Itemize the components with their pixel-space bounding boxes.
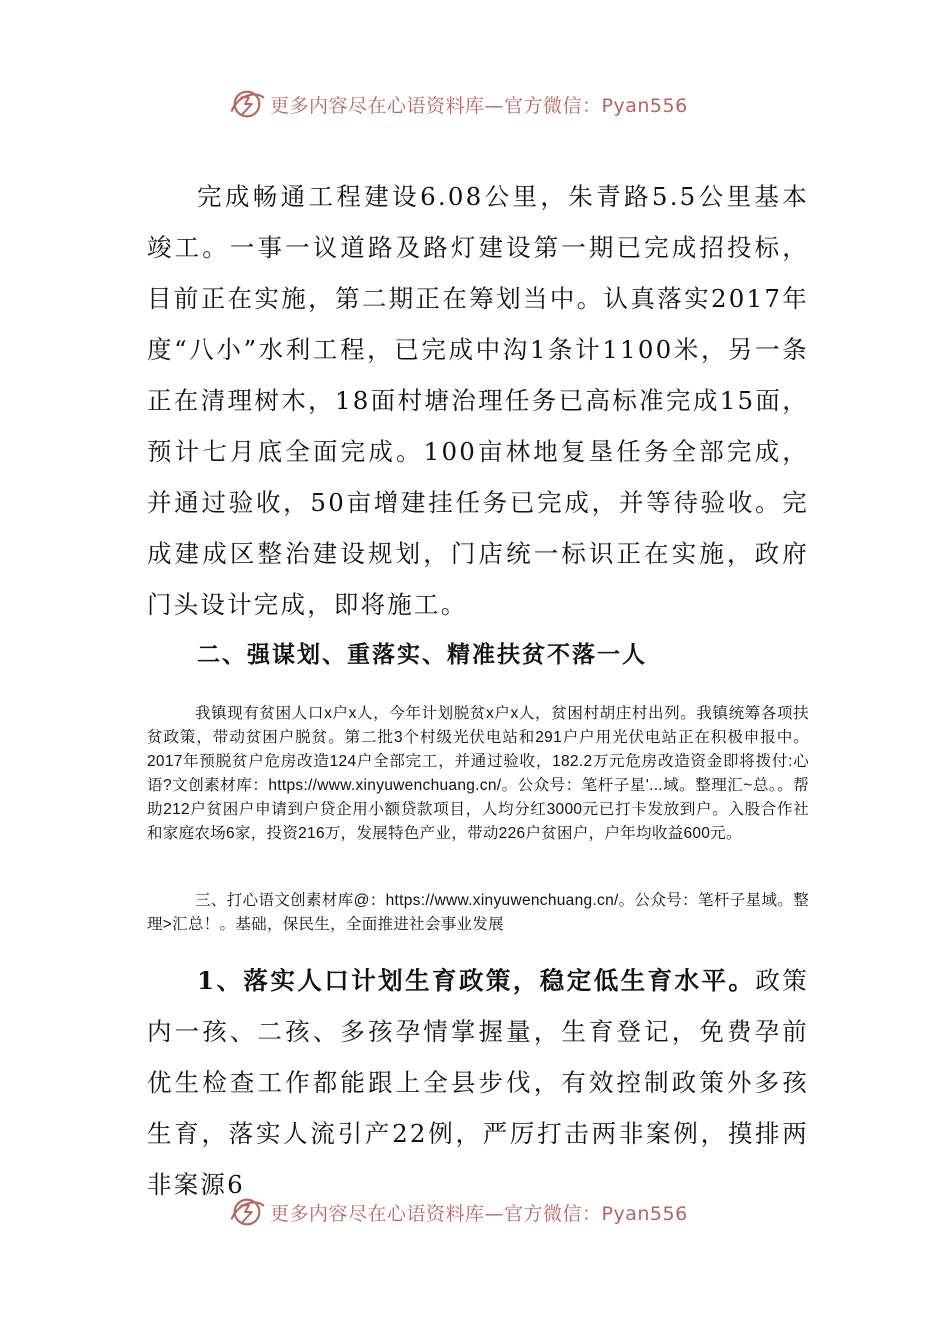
paragraph-body-text: 政策内一孩、二孩、多孩孕情掌握量，生育登记，免费孕前优生检查工作都能跟上全县步伐，有效控制政策外多孩生育，落实人流引产22例，严厉打击两非案例，摸排两非案源6 bbox=[147, 966, 810, 1199]
paragraph-infrastructure: 完成畅通工程建设6.08公里，朱青路5.5公里基本竣工。一事一议道路及路灯建设第一期已完成招投标，目前正在实施，第二期正在筹划当中。认真落实2017年度“八小”水利工程，已完成中沟1条计1100米，另一条正在清理树木，18面村塘治理任务已高标准完成15面，预计七月底全面完成。100亩林地复垦任务全部完成，并通过验收，50亩增建挂任务已完成，并等待验收。完成建成区整治建设规划，门店统一标识正在实施，政府门头设计完成，即将施工。 bbox=[147, 182, 809, 619]
brand-logo-icon bbox=[228, 85, 266, 123]
footer-watermark-banner bbox=[228, 1192, 688, 1232]
header-watermark-banner bbox=[228, 84, 688, 124]
brand-logo-icon bbox=[228, 1193, 266, 1231]
paragraph-lead-sentence: 1、落实人口计划生育政策，稳定低生育水平。 bbox=[197, 966, 756, 995]
footer-banner-text: 更多内容尽在心语资料库—官方微信：Pyan556 bbox=[270, 1202, 688, 1225]
header-banner-text: 更多内容尽在心语资料库—官方微信：Pyan556 bbox=[270, 94, 688, 117]
section-heading-poverty: 二、强谋划、重落实、精准扶贫不落一人 bbox=[197, 642, 647, 668]
paragraph-family-planning bbox=[147, 955, 809, 1210]
paragraph-poverty-details: 我镇现有贫困人口x户x人，今年计划脱贫x户x人，贫困村胡庄村出列。我镇统筹各项扶贫政策，带动贫困户脱贫。第二批3个村级光伏电站和291户户用光伏电站正在积极申报中。2017年预脱贫户危房改造124户全部完工，并通过验收，182.2万元危房改造资金即将拨付:心语?文创素材库：https://www.xinyuwenchuang.cn/。公众号：笔杆子星'...域。整理汇~总。。帮助212户贫困户申请到户贷企用小额贷款项目，人均分红3000元已打卡发放到户。入股合作社和家庭农场6家，投资216万，发展特色产业，带动226户贫困户，户年均收益600元。 bbox=[147, 705, 809, 842]
paragraph-section-three: 三、打心语文创素材库@：https://www.xinyuwenchuang.cn/。公众号：笔杆子星域。整理>汇总！。基础，保民生，全面推进社会事业发展 bbox=[147, 892, 809, 933]
